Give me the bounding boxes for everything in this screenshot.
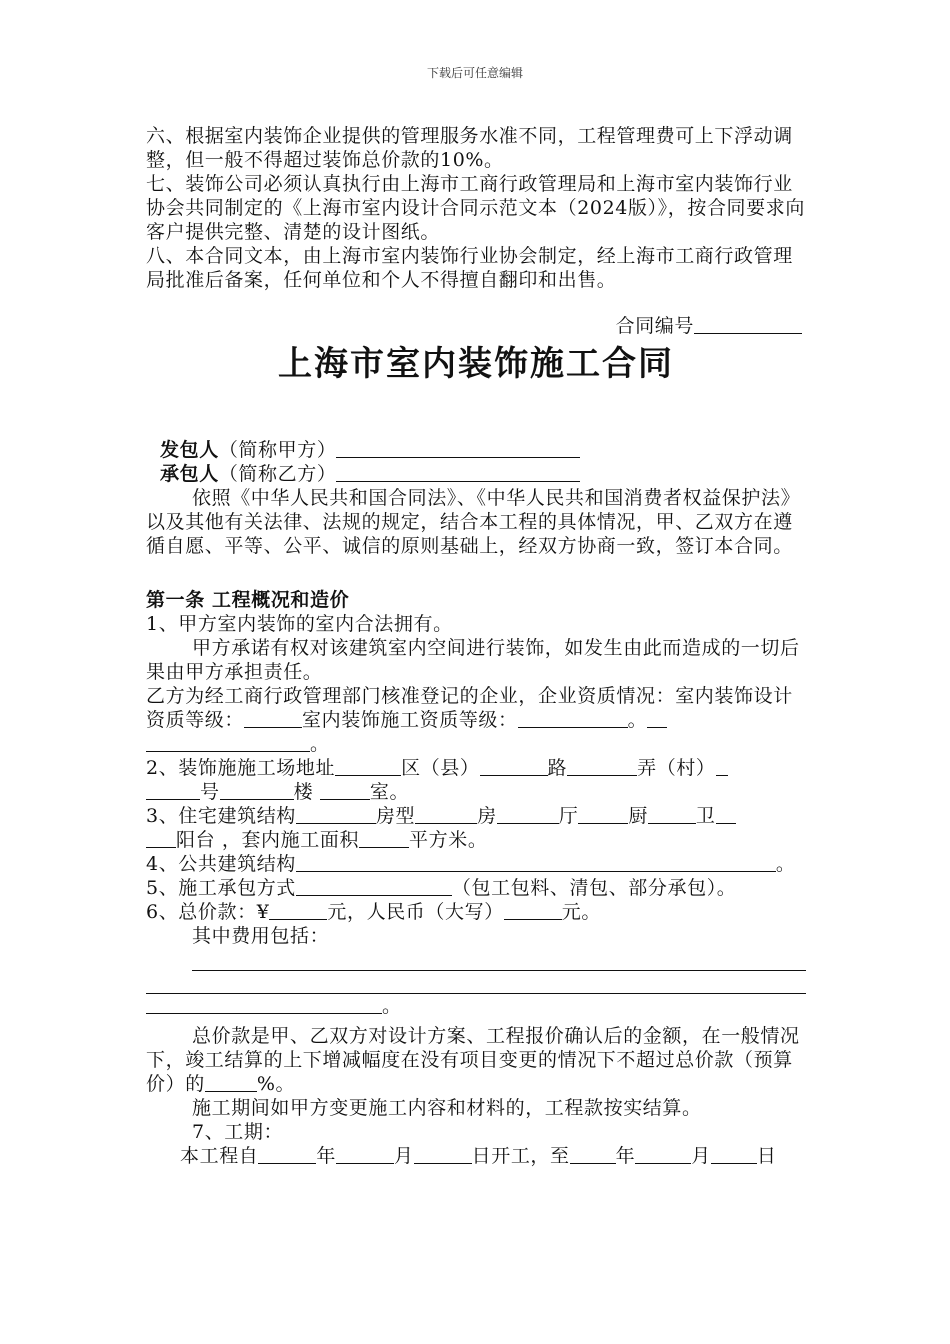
start-year-label: 年	[316, 1145, 337, 1167]
lane-label: 弄（村）	[637, 757, 716, 779]
start-month-blank	[336, 1145, 394, 1164]
item-one: 1、甲方室内装饰的室内合法拥有。	[146, 613, 453, 635]
qualification-extra-blank-a	[647, 709, 667, 728]
fees-included-label: 其中费用包括：	[192, 925, 330, 947]
item-seven: 7、工期：	[192, 1121, 284, 1143]
item-one-commitment: 甲方承诺有权对该建筑室内空间进行装饰，如发生由此而造成的一切后果由甲方承担责任。	[146, 637, 800, 683]
item-six	[146, 900, 806, 924]
change-note: 施工期间如甲方变更施工内容和材料的，工程款按实结算。	[192, 1097, 702, 1119]
number-blank	[146, 781, 200, 800]
item-two	[146, 756, 806, 804]
total-price-rmb-blank	[504, 901, 562, 920]
contract-number-line	[146, 314, 802, 338]
fees-line-3-blank	[146, 995, 382, 1014]
number-label: 号	[200, 781, 220, 803]
start-month-label: 月	[394, 1145, 414, 1167]
party-a-note: （简称甲方）	[218, 439, 337, 461]
preamble-paragraph: 依照《中华人民共和国合同法》、《中华人民共和国消费者权益保护法》以及其他有关法律、法规的规定，结合本工程的具体情况，甲、乙双方在遵循自愿、平等、公平、诚信的原则基础上，经双方协商一致，签订本合同。	[146, 487, 801, 557]
variance-percent-unit: %。	[256, 1073, 296, 1095]
qualification-construction-label: 室内装饰施工资质等级：	[302, 709, 518, 731]
building-blank	[220, 781, 294, 800]
contract-title: 上海市室内装饰施工合同	[278, 344, 674, 384]
item-three	[146, 804, 806, 852]
party-a-line	[160, 438, 806, 462]
end-year-label: 年	[615, 1145, 636, 1167]
balcony-blank	[146, 829, 176, 848]
hall-label: 厅	[558, 805, 579, 827]
room-count-blank	[497, 805, 559, 824]
kitchen-blank	[648, 805, 696, 824]
end-month-blank	[635, 1145, 691, 1164]
qualification-design-label: 乙方为经工商行政管理部门核准登记的企业，企业资质情况：室内装饰设计资质等级：	[146, 685, 793, 731]
note-six: 六、根据室内装饰企业提供的管理服务水准不同，工程管理费可上下浮动调整，但一般不得超过装饰总价款的10%。	[146, 125, 793, 171]
party-b-line	[160, 462, 806, 486]
note-eight: 八、本合同文本，由上海市室内装饰行业协会制定，经上海市工商行政管理局批准后备案，任何单位和个人不得擅自翻印和出售。	[146, 245, 793, 291]
total-price-note-text: 总价款是甲、乙双方对设计方案、工程报价确认后的金额，在一般情况下，竣工结算的上下增减幅度在没有项目变更的情况下不超过总价款（预算价）的	[146, 1025, 800, 1095]
contract-method-blank	[296, 877, 452, 896]
contract-number-label: 合同编号	[615, 315, 694, 337]
note-seven: 七、装饰公司必须认真执行由上海市工商行政管理局和上海市室内装饰行业协会共同制定的《上海市室内设计合同示范文本（2024版）》，按合同要求向客户提供完整、清楚的设计图纸。	[146, 173, 805, 243]
district-label: 区（县）	[401, 757, 480, 779]
end-day-label: 日	[756, 1145, 777, 1167]
bathroom-blank	[716, 805, 736, 824]
bathroom-label: 卫	[695, 805, 716, 827]
start-day-blank	[414, 1145, 472, 1164]
qualification-line	[146, 684, 806, 756]
design-grade-blank	[244, 709, 302, 728]
structure-blank	[296, 805, 376, 824]
party-b-note: （简称乙方）	[218, 463, 337, 485]
road-blank	[480, 757, 548, 776]
total-price-rmb-label: 元，人民币（大写）	[327, 901, 504, 923]
contract-number-blank	[694, 315, 802, 334]
public-structure-label: 4、公共建筑结构	[146, 853, 296, 875]
item-four	[146, 852, 806, 876]
building-label: 楼	[293, 781, 314, 803]
qualification-extra-blank-b	[146, 733, 310, 752]
lane-extra-blank	[716, 757, 728, 776]
qualification-period: 。	[627, 709, 648, 731]
article-one-title: 第一条 工程概况和造价	[146, 589, 350, 611]
period-start-label: 本工程自	[180, 1145, 259, 1167]
total-price-note	[146, 1024, 806, 1096]
fees-line-1	[192, 948, 806, 971]
watermark-text: 下载后可任意编辑	[426, 66, 523, 80]
construction-period-line	[146, 1144, 806, 1168]
public-structure-blank	[296, 853, 776, 872]
party-a-label: 发包人	[160, 439, 219, 461]
total-price-blank	[269, 901, 327, 920]
public-structure-period: 。	[775, 853, 796, 875]
end-month-label: 月	[691, 1145, 711, 1167]
lane-blank	[567, 757, 637, 776]
layout-blank	[415, 805, 477, 824]
area-label: 阳台 ，套内施工面积	[176, 829, 360, 851]
room-label: 室。	[369, 781, 410, 803]
hall-blank	[578, 805, 628, 824]
total-price-label: 6、总价款：¥	[146, 901, 270, 923]
variance-percent-blank	[205, 1073, 257, 1092]
qualification-end-period: 。	[310, 733, 330, 755]
residential-structure-label: 3、住宅建筑结构	[146, 805, 296, 827]
party-b-label: 承包人	[160, 463, 219, 485]
total-price-unit: 元。	[561, 901, 601, 923]
room-blank	[320, 781, 370, 800]
area-blank	[359, 829, 409, 848]
district-blank	[335, 757, 401, 776]
end-year-blank	[570, 1145, 616, 1164]
construction-grade-blank	[518, 709, 628, 728]
item-five	[146, 876, 806, 900]
road-label: 路	[547, 757, 568, 779]
room-count-label: 房	[477, 805, 497, 827]
fees-line-3	[146, 994, 806, 1018]
contract-method-label: 5、施工承包方式	[146, 877, 296, 899]
start-year-blank	[258, 1145, 316, 1164]
item-two-address-label: 2、装饰施施工场地址	[146, 757, 336, 779]
fees-end-period: 。	[382, 995, 402, 1017]
party-b-blank	[336, 463, 580, 482]
party-a-blank	[336, 439, 580, 458]
end-day-blank	[711, 1145, 757, 1164]
fees-line-2	[146, 971, 806, 994]
contract-body	[146, 124, 806, 1168]
start-day-label: 日开工，至	[471, 1145, 570, 1167]
layout-label: 房型	[375, 805, 416, 827]
kitchen-label: 厨	[628, 805, 648, 827]
contract-method-options: （包工包料、清包、部分承包）。	[451, 877, 737, 899]
area-unit: 平方米。	[409, 829, 488, 851]
